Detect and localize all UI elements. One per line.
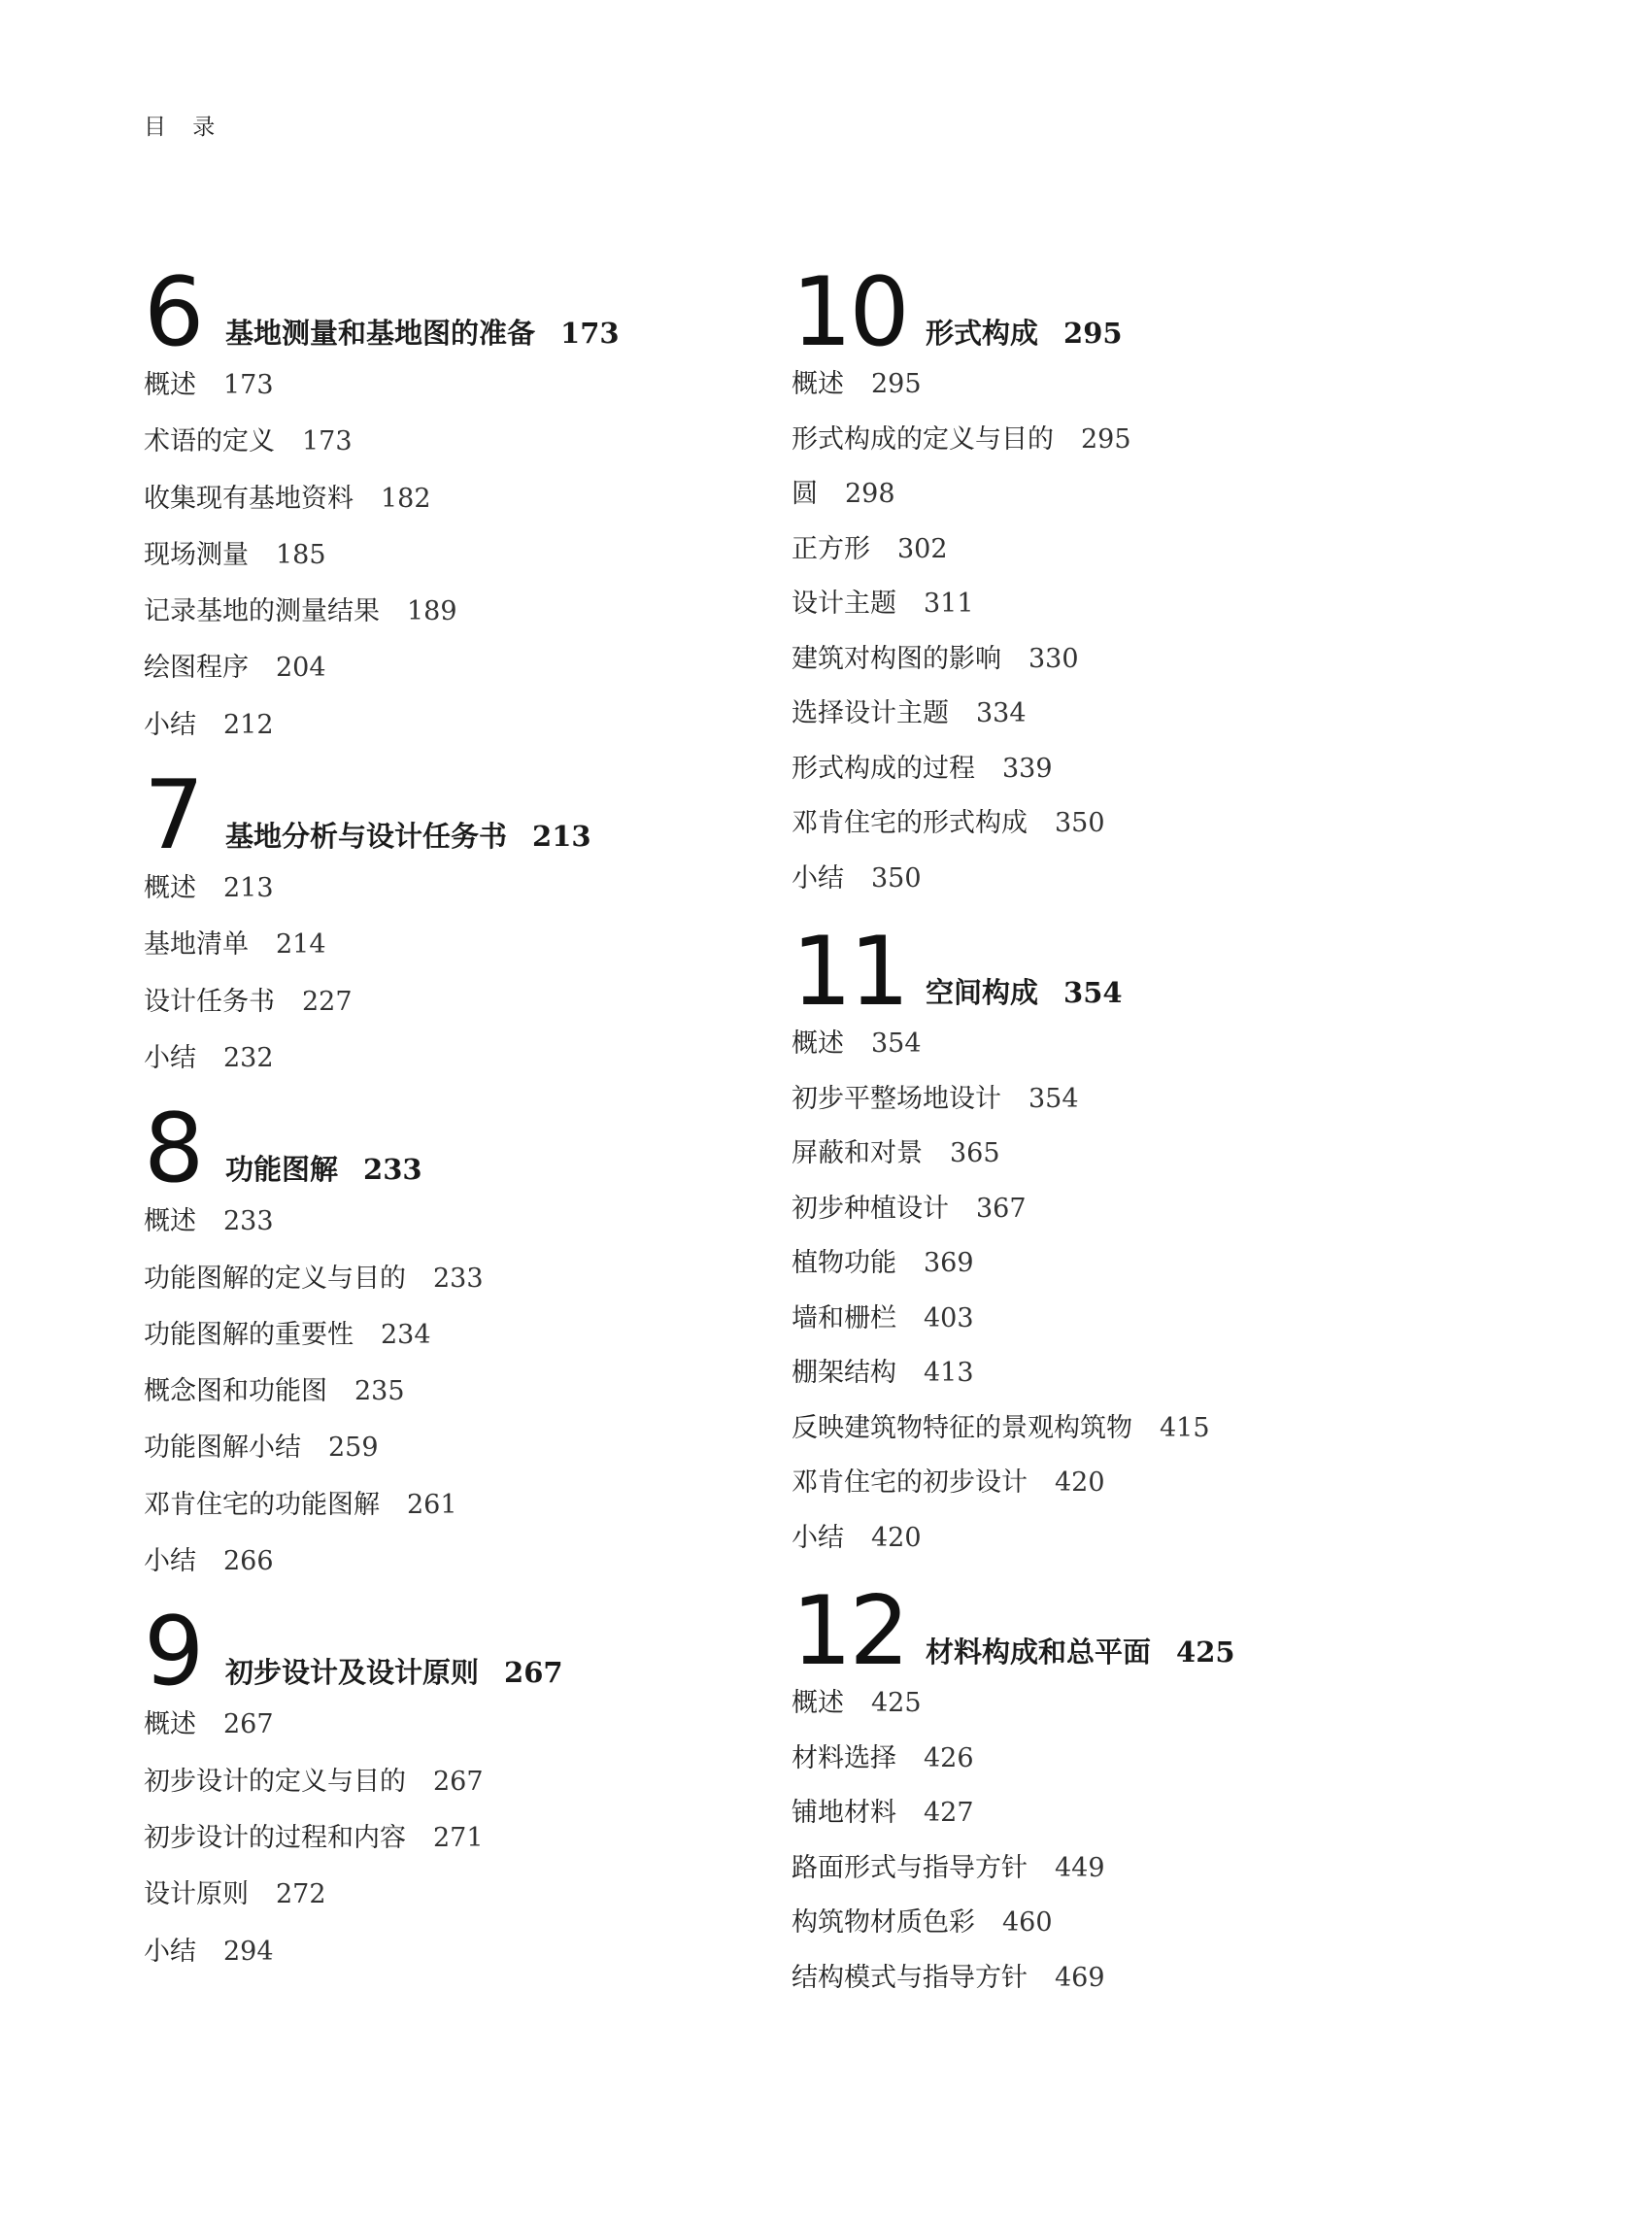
entry-page: 227 [302,986,353,1017]
entry-page: 469 [1055,1962,1105,1993]
chapter-page: 425 [1176,1636,1235,1669]
toc-entry[interactable]: 概述 425 [792,1688,922,1718]
chapter-title: 空间构成 354 [926,976,1123,1009]
chapter-title: 形式构成 295 [926,317,1123,350]
toc-entry[interactable]: 邓肯住宅的初步设计 420 [792,1467,1105,1498]
entry-page: 189 [407,596,457,627]
chapter-12 [792,1576,1413,2006]
entry-page: 302 [897,533,948,564]
entry-page: 369 [924,1248,974,1278]
toc-entry[interactable]: 圆 298 [792,479,895,509]
chapter-title: 基地分析与设计任务书 213 [225,820,591,854]
chapter-page: 213 [532,820,591,854]
chapter-number: 7 [144,760,202,872]
toc-entry[interactable]: 概述 213 [144,873,274,904]
chapter-number: 9 [144,1597,202,1708]
entry-page: 185 [276,539,326,570]
chapter-heading[interactable] [792,257,1413,368]
toc-entry[interactable]: 设计任务书 227 [144,986,353,1017]
chapter-heading[interactable] [792,917,1413,1028]
entry-page: 259 [328,1433,379,1464]
entry-page: 272 [276,1879,326,1910]
section-list [792,1676,1413,2006]
chapter-6 [144,257,746,754]
toc-entry[interactable]: 小结 232 [144,1042,274,1073]
toc-entry[interactable]: 结构模式与指导方针 469 [792,1962,1105,1993]
entry-page: 339 [1002,753,1053,784]
entry-page: 367 [976,1193,1027,1224]
entry-page: 460 [1002,1907,1053,1938]
entry-page: 233 [223,1206,274,1237]
toc-entry[interactable]: 铺地材料 427 [792,1798,974,1828]
toc-entry[interactable]: 初步设计的定义与目的 267 [144,1766,484,1797]
toc-entry[interactable]: 功能图解的重要性 234 [144,1319,431,1350]
section-list [144,1697,746,1979]
toc-entry[interactable]: 概述 233 [144,1206,274,1237]
toc-entry[interactable]: 选择设计主题 334 [792,698,1027,728]
entry-page: 425 [871,1688,922,1718]
toc-entry[interactable]: 术语的定义 173 [144,426,353,457]
toc-entry[interactable]: 概述 295 [792,369,922,399]
section-list [144,860,746,1087]
entry-page: 173 [223,370,274,400]
chapter-page: 173 [560,317,620,350]
entry-page: 311 [924,589,974,619]
entry-page: 403 [924,1302,974,1333]
chapter-heading[interactable] [144,1597,746,1708]
chapter-page: 267 [504,1656,563,1690]
entry-page: 294 [223,1936,274,1967]
section-list [144,357,746,754]
entry-page: 420 [871,1522,922,1553]
entry-page: 214 [276,929,326,961]
toc-entry[interactable]: 初步种植设计 367 [792,1193,1027,1224]
entry-page: 427 [924,1798,974,1828]
toc-entry[interactable]: 设计主题 311 [792,589,974,619]
entry-page: 234 [381,1319,431,1350]
entry-page: 354 [1028,1083,1079,1114]
toc-entry[interactable]: 邓肯住宅的功能图解 261 [144,1489,457,1520]
toc-entry[interactable]: 小结 266 [144,1546,274,1577]
toc-entry[interactable]: 绘图程序 204 [144,653,326,684]
entry-page: 350 [1055,808,1105,838]
toc-entry[interactable]: 小结 212 [144,709,274,740]
entry-page: 354 [871,1029,922,1059]
entry-page: 212 [223,709,274,740]
section-list [144,1194,746,1590]
toc-entry[interactable]: 形式构成的过程 339 [792,753,1053,784]
toc-entry[interactable]: 形式构成的定义与目的 295 [792,423,1131,455]
chapter-title: 材料构成和总平面 425 [926,1636,1235,1669]
chapter-8 [144,1094,746,1590]
chapter-number: 10 [792,257,907,368]
entry-page: 271 [433,1822,484,1853]
section-list [792,357,1413,906]
chapter-title: 基地测量和基地图的准备 173 [225,317,620,350]
toc-entry[interactable]: 记录基地的测量结果 189 [144,596,457,627]
entry-page: 415 [1160,1412,1210,1443]
toc-entry[interactable]: 墙和栅栏 403 [792,1302,974,1333]
entry-page: 330 [1028,643,1079,674]
toc-entry[interactable]: 功能图解小结 259 [144,1433,379,1464]
toc-entry[interactable]: 概述 267 [144,1709,274,1740]
toc-entry[interactable]: 初步设计的过程和内容 271 [144,1822,484,1853]
toc-entry[interactable]: 路面形式与指导方针 449 [792,1852,1105,1883]
entry-page: 232 [223,1042,274,1073]
entry-page: 233 [433,1263,484,1294]
entry-page: 173 [302,426,353,457]
chapter-title: 功能图解 233 [225,1153,422,1187]
chapter-11 [792,917,1413,1566]
toc-right-column [792,257,1413,2006]
chapter-number: 8 [144,1094,202,1205]
toc-entry[interactable]: 收集现有基地资料 182 [144,483,431,514]
entry-page: 449 [1055,1852,1105,1883]
toc-entry[interactable]: 概念图和功能图 235 [144,1376,405,1407]
toc-entry[interactable]: 概述 173 [144,370,274,400]
entry-page: 266 [223,1546,274,1577]
entry-page: 295 [1081,423,1131,455]
entry-page: 213 [223,873,274,904]
chapter-page: 233 [363,1153,422,1187]
toc-entry[interactable]: 小结 294 [144,1936,274,1967]
entry-page: 267 [433,1766,484,1797]
chapter-heading[interactable] [144,1094,746,1205]
chapter-title: 初步设计及设计原则 267 [225,1656,563,1690]
entry-page: 365 [950,1138,1000,1168]
entry-page: 204 [276,653,326,684]
chapter-heading[interactable] [144,760,746,872]
toc-entry[interactable]: 材料选择 426 [792,1742,974,1773]
entry-page: 426 [924,1742,974,1773]
entry-page: 182 [381,483,431,514]
chapter-heading[interactable] [144,257,746,368]
toc-entry[interactable]: 功能图解的定义与目的 233 [144,1263,484,1294]
chapter-10 [792,257,1413,906]
chapter-number: 6 [144,257,202,368]
chapter-number: 11 [792,917,907,1028]
entry-page: 235 [354,1376,405,1407]
toc-entry[interactable]: 小结 420 [792,1522,922,1553]
toc-entry[interactable]: 基地清单 214 [144,929,326,961]
chapter-7 [144,760,746,1087]
toc-entry[interactable]: 反映建筑物特征的景观构筑物 415 [792,1412,1210,1443]
entry-page: 295 [871,369,922,399]
toc-entry[interactable]: 棚架结构 413 [792,1358,974,1388]
chapter-number: 12 [792,1576,907,1687]
toc-entry[interactable]: 正方形 302 [792,533,948,564]
entry-page: 350 [871,862,922,894]
toc-entry[interactable]: 初步平整场地设计 354 [792,1083,1079,1114]
toc-entry[interactable]: 设计原则 272 [144,1879,326,1910]
toc-entry[interactable]: 小结 350 [792,862,922,894]
toc-entry[interactable]: 概述 354 [792,1029,922,1059]
entry-page: 267 [223,1709,274,1740]
entry-page: 298 [845,479,895,509]
chapter-9 [144,1597,746,1979]
section-list [792,1017,1413,1566]
entry-page: 420 [1055,1467,1105,1498]
chapter-heading[interactable] [792,1576,1413,1687]
page-header: 目 录 [144,115,225,140]
toc-entry[interactable]: 建筑对构图的影响 330 [792,643,1079,674]
toc-entry[interactable]: 构筑物材质色彩 460 [792,1907,1053,1938]
toc-left-column [144,257,746,1980]
toc-entry[interactable]: 邓肯住宅的形式构成 350 [792,808,1105,838]
toc-entry[interactable]: 现场测量 185 [144,539,326,570]
entry-page: 261 [407,1489,457,1520]
chapter-page: 354 [1063,976,1123,1009]
toc-entry[interactable]: 屏蔽和对景 365 [792,1138,1000,1168]
chapter-page: 295 [1063,317,1123,350]
entry-page: 413 [924,1358,974,1388]
toc-entry[interactable]: 植物功能 369 [792,1248,974,1278]
entry-page: 334 [976,698,1027,728]
